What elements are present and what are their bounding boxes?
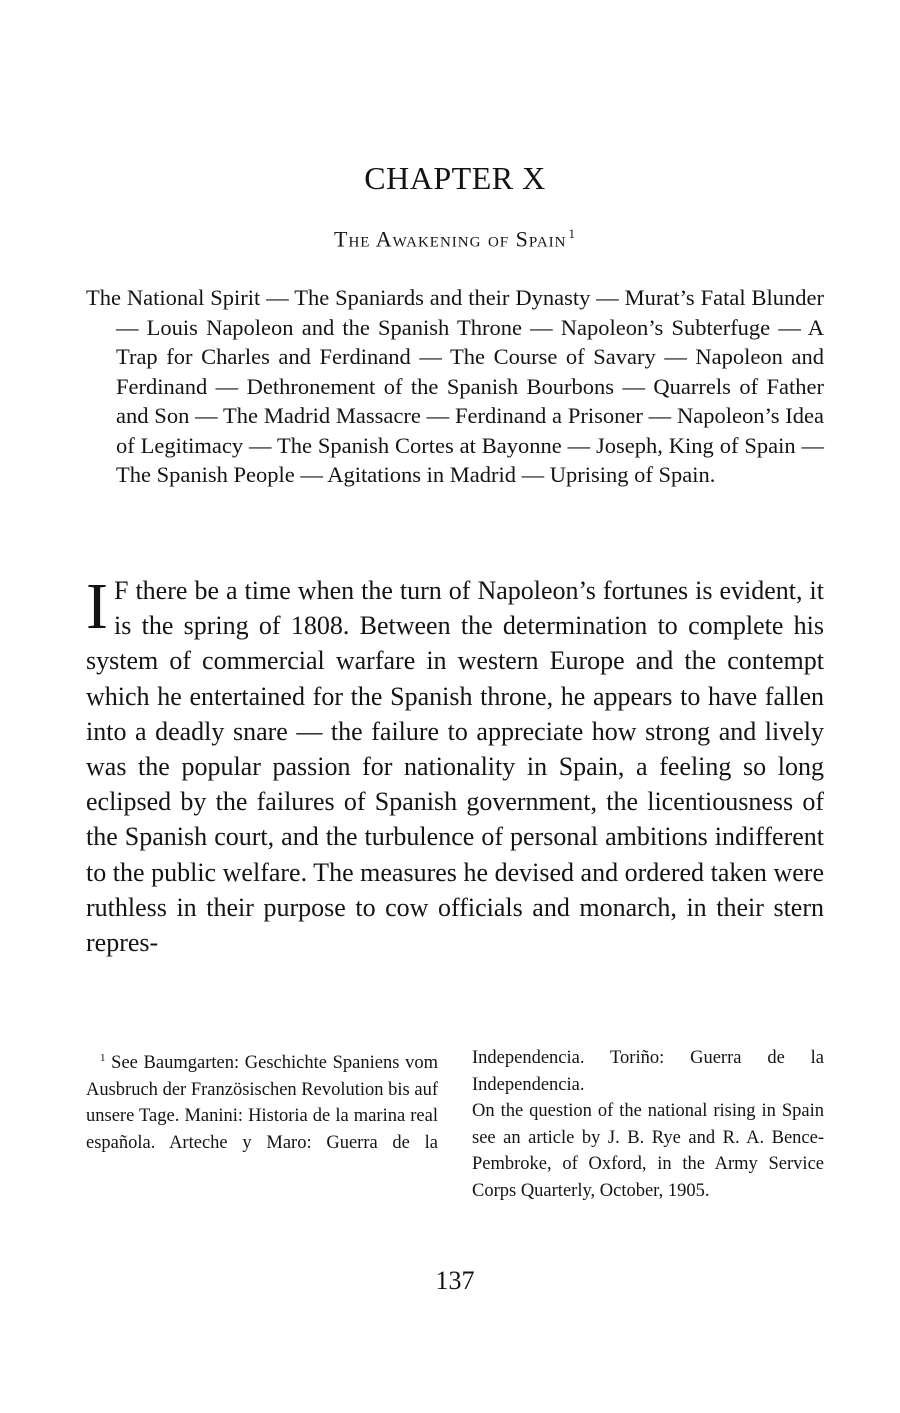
footnote-1-text: See Baumgarten: Geschichte Spaniens vom Ausbruch der Französischen Revolution bis auf unsere Tage. Manini: Historia de la marina real española. Arteche y Maro: Guerra de la Independencia. Toriño: Guerra de la Independencia. <box>86 1048 824 1153</box>
chapter-subtitle-text: The Awakening of Spain <box>334 226 567 252</box>
body-paragraph-text: F there be a time when the turn of Napoleon’s fortunes is evident, it is the spring of 1808. Between the determination to complete his system of commercial warfare in western Europe and the contempt which he entertained for the Spanish throne, he appears to have fallen into a deadly snare — the failure to appreciate how strong and lively was the popular passion for nationality in Spain, a feeling so long eclipsed by the failures of Spanish government, the licentiousness of the Spanish court, and the turbulence of personal ambitions indifferent to the public welfare. The measures he devised and ordered taken were ruthless in their purpose to cow officials and monarch, in their stern repres- <box>86 576 824 958</box>
footnote-1-continuation: On the question of the national rising in Spain see an article by J. B. Rye and R. A. Bence-Pembroke, of Oxford, in the Army Service Corps Quarterly, October, 1905. <box>472 1101 824 1201</box>
book-page <box>86 0 824 1413</box>
footnotes <box>86 1045 824 1204</box>
subtitle-footnote-marker: 1 <box>568 226 576 241</box>
page-number: 137 <box>435 1266 475 1295</box>
chapter-synopsis: The National Spirit — The Spaniards and their Dynasty — Murat’s Fatal Blunder — Louis Napoleon and the Spanish Throne — Napoleon’s Subterfuge — A Trap for Charles and Ferdinand — The Course of Savary — Napoleon and Ferdinand — Dethronement of the Spanish Bourbons — Quarrels of Father and Son — The Madrid Massacre — Ferdinand a Prisoner — Napoleon’s Idea of Legitimacy — The Spanish Cortes at Bayonne — Joseph, King of Spain — The Spanish People — Agitations in Madrid — Uprising of Spain. <box>86 285 824 487</box>
drop-cap: I <box>86 570 108 643</box>
chapter-subtitle <box>86 226 824 252</box>
body-paragraph <box>86 570 824 960</box>
chapter-title: CHAPTER X <box>364 160 546 196</box>
footnote-marker: 1 <box>100 1052 106 1064</box>
